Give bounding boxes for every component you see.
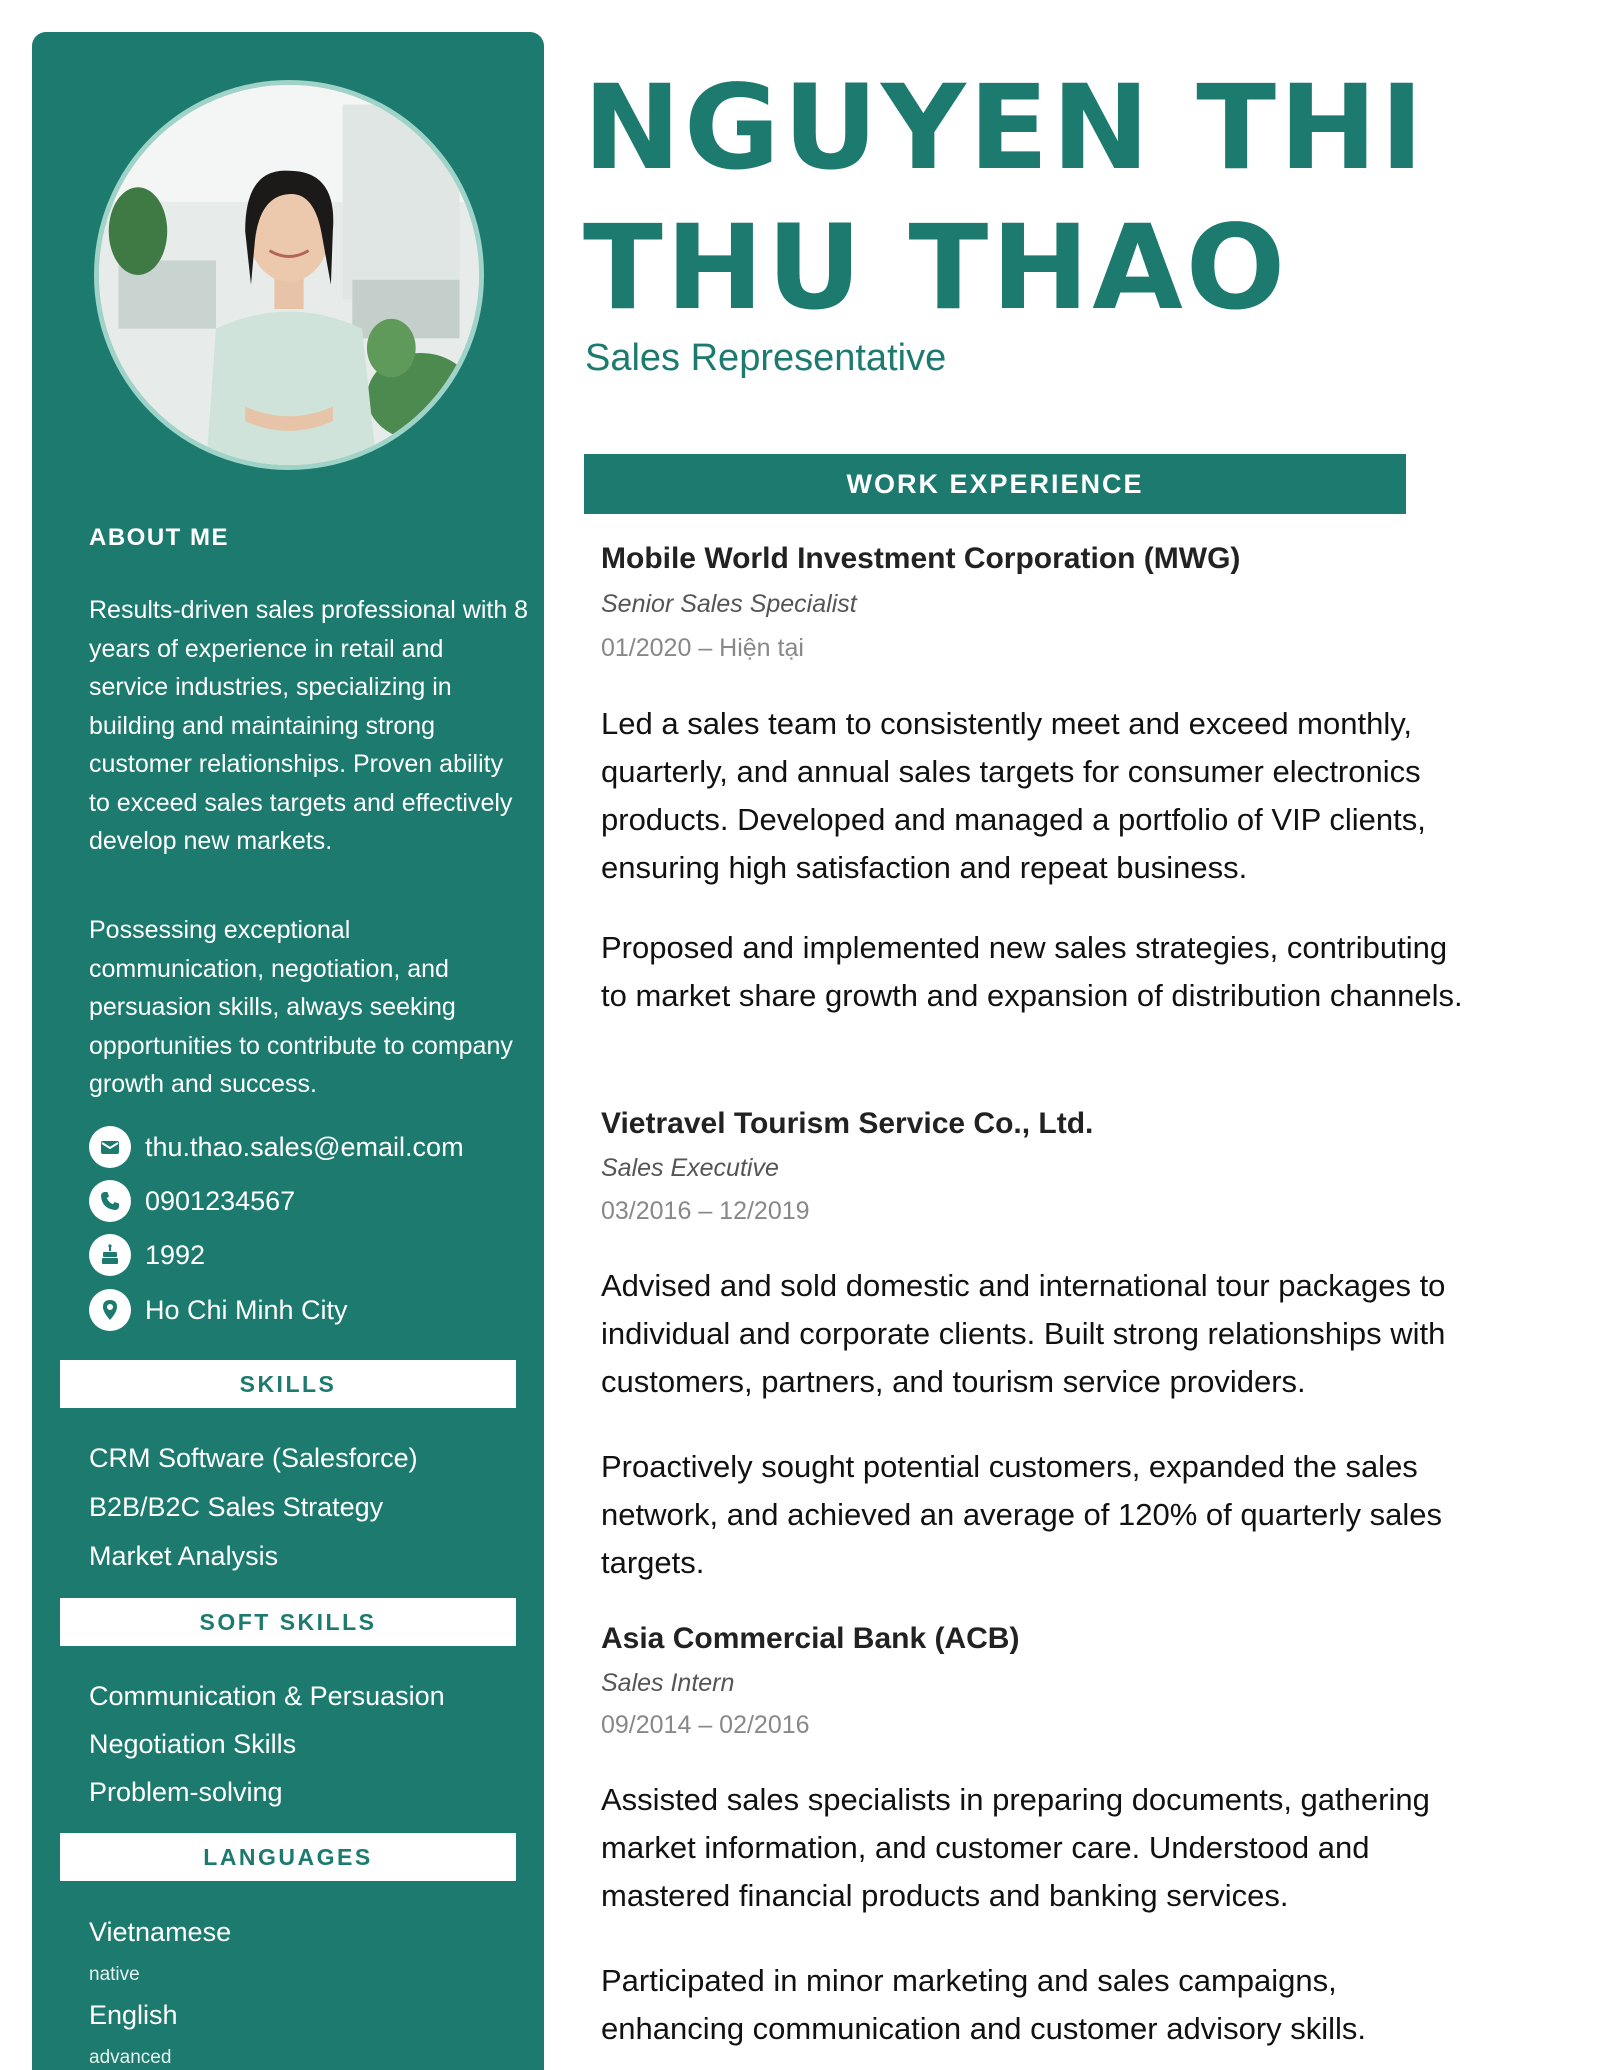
about-me-paragraph: Possessing exceptional communication, negotiation, and persuasion skills, always seeking opportunities to contribute to company growth and success. [89, 916, 513, 1098]
soft-skill-item: Problem-solving [89, 1777, 283, 1807]
about-me-heading: ABOUT ME [89, 524, 229, 551]
language-name: English [89, 2000, 178, 2030]
location-pin-icon [89, 1289, 131, 1331]
profile-photo-illustration [99, 85, 479, 465]
name-line-2: THU THAO [583, 199, 1289, 336]
sidebar [32, 32, 544, 2070]
job-description: Advised and sold domestic and international tour packages to individual and corporate clients. Built strong relationships with customers, partners, and tourism service providers. [601, 1268, 1446, 1399]
job-title: Sales Representative [585, 337, 947, 379]
job-role: Sales Executive [601, 1154, 779, 1182]
soft-skill-item: Communication & Persuasion [89, 1681, 445, 1711]
skill-item: CRM Software (Salesforce) [89, 1443, 418, 1473]
contact-location [89, 1288, 348, 1332]
languages-heading: LANGUAGES [60, 1833, 516, 1881]
job-description: Proposed and implemented new sales strategies, contributing to market share growth and expansion of distribution channels. [601, 930, 1463, 1013]
about-me-paragraph: Results-driven sales professional with 8 years of experience in retail and service industries, specializing in building and maintaining strong customer relationships. Proven ability to exceed sales targets and effectively develop new markets. [89, 596, 529, 855]
email-icon [89, 1126, 131, 1168]
job-company: Vietravel Tourism Service Co., Ltd. [601, 1107, 1094, 1140]
language-name: Vietnamese [89, 1917, 232, 1947]
work-experience-heading: WORK EXPERIENCE [584, 454, 1406, 514]
phone-text[interactable]: 0901234567 [145, 1185, 296, 1216]
profile-photo [94, 80, 484, 470]
job-dates: 01/2020 – Hiện tại [601, 634, 804, 662]
job-role: Senior Sales Specialist [601, 590, 857, 618]
name-line-1: NGUYEN THI [583, 59, 1427, 196]
skill-item: Market Analysis [89, 1541, 279, 1571]
email-text[interactable]: thu.thao.sales@email.com [145, 1131, 464, 1162]
full-name [583, 58, 1583, 338]
cake-icon [89, 1234, 131, 1276]
job-dates: 09/2014 – 02/2016 [601, 1711, 810, 1739]
contact-email [89, 1125, 464, 1169]
skill-item: B2B/B2C Sales Strategy [89, 1492, 384, 1522]
soft-skills-heading: SOFT SKILLS [60, 1598, 516, 1646]
job-dates: 03/2016 – 12/2019 [601, 1197, 810, 1225]
job-company: Mobile World Investment Corporation (MWG) [601, 542, 1241, 575]
job-description: Led a sales team to consistently meet and exceed monthly, quarterly, and annual sales targets for consumer electronics products. Developed and managed a portfolio of VIP clients, ensuring high satisfaction and repeat business. [601, 706, 1426, 885]
skills-heading: SKILLS [60, 1360, 516, 1408]
job-description: Assisted sales specialists in preparing documents, gathering market information, and customer care. Understood and mastered financial products and banking services. [601, 1782, 1430, 1913]
language-level: native [89, 1964, 140, 1985]
job-description: Proactively sought potential customers, expanded the sales network, and achieved an average of 120% of quarterly sales targets. [601, 1449, 1442, 1580]
job-role: Sales Intern [601, 1669, 735, 1697]
phone-icon [89, 1180, 131, 1222]
language-level: advanced [89, 2047, 172, 2068]
soft-skill-item: Negotiation Skills [89, 1729, 297, 1759]
job-company: Asia Commercial Bank (ACB) [601, 1622, 1020, 1655]
contact-birth-year [89, 1233, 205, 1277]
location-text: Ho Chi Minh City [145, 1294, 348, 1325]
job-description: Participated in minor marketing and sales campaigns, enhancing communication and customer advisory skills. [601, 1963, 1367, 2046]
contact-phone [89, 1179, 295, 1223]
birth-year-text: 1992 [145, 1239, 206, 1270]
